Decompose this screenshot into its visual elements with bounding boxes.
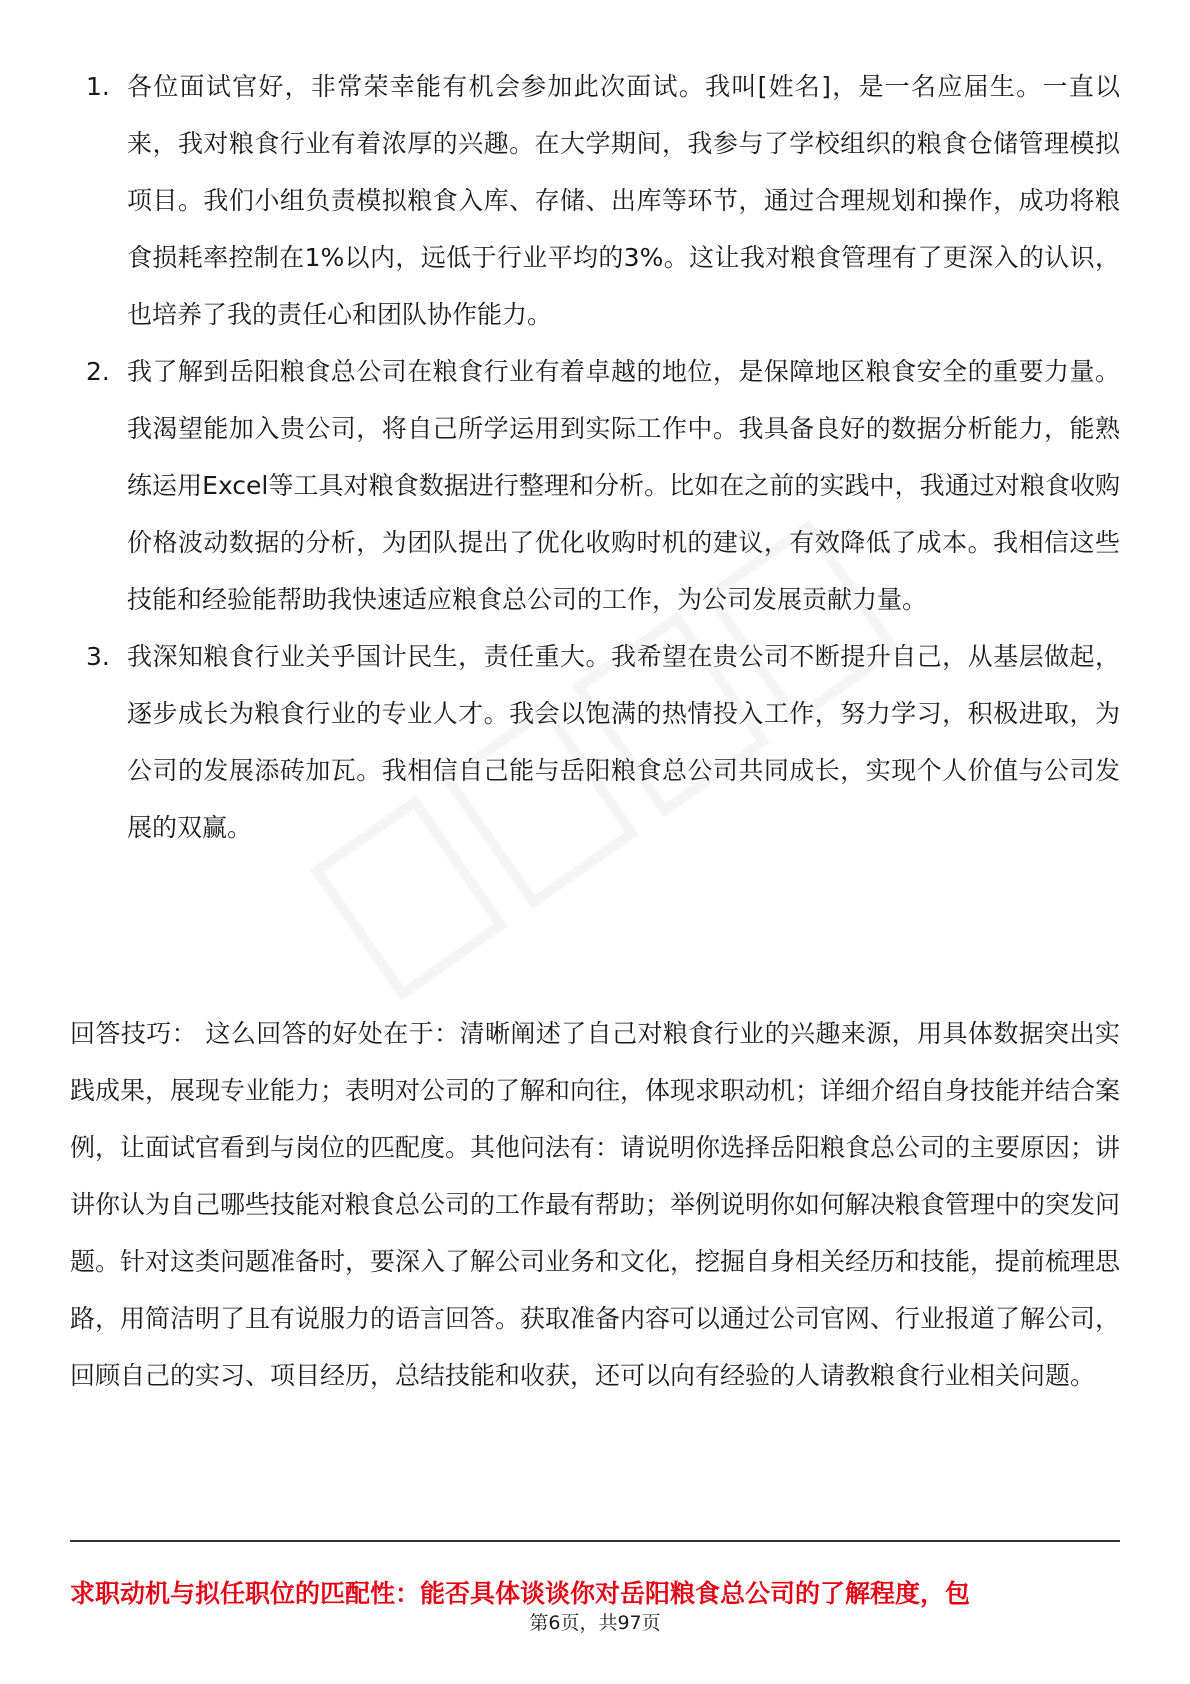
answer-item-2 — [70, 343, 1120, 628]
divider — [70, 1540, 1120, 1542]
answer-list — [70, 58, 1120, 856]
list-number: 2. — [86, 357, 110, 386]
answer-text: 各位面试官好，非常荣幸能有机会参加此次面试。我叫[姓名]，是一名应届生。一直以来，我对粮食行业有着浓厚的兴趣。在大学期间，我参与了学校组织的粮食仓储管理模拟项目。我们小组负责模拟粮食入库、存储、出库等环节，通过合理规划和操作，成功将粮食损耗率控制在1%以内，远低于行业平均的3%。这让我对粮食管理有了更深入的认识，也培养了我的责任心和团队协作能力。 — [127, 72, 1120, 329]
page-number: 第6页，共97页 — [529, 1612, 661, 1634]
next-question-heading: 求职动机与拟任职位的匹配性：能否具体谈谈你对岳阳粮食总公司的了解程度，包 — [70, 1579, 971, 1608]
list-number: 1. — [86, 72, 110, 101]
answer-text: 我深知粮食行业关乎国计民生，责任重大。我希望在贵公司不断提升自己，从基层做起，逐步成长为粮食行业的专业人才。我会以饱满的热情投入工作，努力学习，积极进取，为公司的发展添砖加瓦。我相信自己能与岳阳粮食总公司共同成长，实现个人价值与公司发展的双赢。 — [127, 642, 1120, 842]
answer-text: 我了解到岳阳粮食总公司在粮食行业有着卓越的地位，是保障地区粮食安全的重要力量。我渴望能加入贵公司，将自己所学运用到实际工作中。我具备良好的数据分析能力，能熟练运用Excel等工具对粮食数据进行整理和分析。比如在之前的实践中，我通过对粮食收购价格波动数据的分析，为团队提出了优化收购时机的建议，有效降低了成本。我相信这些技能和经验能帮助我快速适应粮食总公司的工作，为公司发展贡献力量。 — [127, 357, 1120, 614]
answer-tips: 回答技巧： 这么回答的好处在于：清晰阐述了自己对粮食行业的兴趣来源，用具体数据突出实践成果，展现专业能力；表明对公司的了解和向往，体现求职动机；详细介绍自身技能并结合案例，让面试官看到与岗位的匹配度。其他问法有：请说明你选择岳阳粮食总公司的主要原因；讲讲你认为自己哪些技能对粮食总公司的工作最有帮助；举例说明你如何解决粮食管理中的突发问题。针对这类问题准备时，要深入了解公司业务和文化，挖掘自身相关经历和技能，提前梳理思路，用简洁明了且有说服力的语言回答。获取准备内容可以通过公司官网、行业报道了解公司，回顾自己的实习、项目经历，总结技能和收获，还可以向有经验的人请教粮食行业相关问题。 — [70, 1019, 1121, 1390]
answer-item-1 — [70, 58, 1120, 343]
answer-item-3 — [70, 628, 1120, 856]
list-number: 3. — [86, 642, 110, 671]
